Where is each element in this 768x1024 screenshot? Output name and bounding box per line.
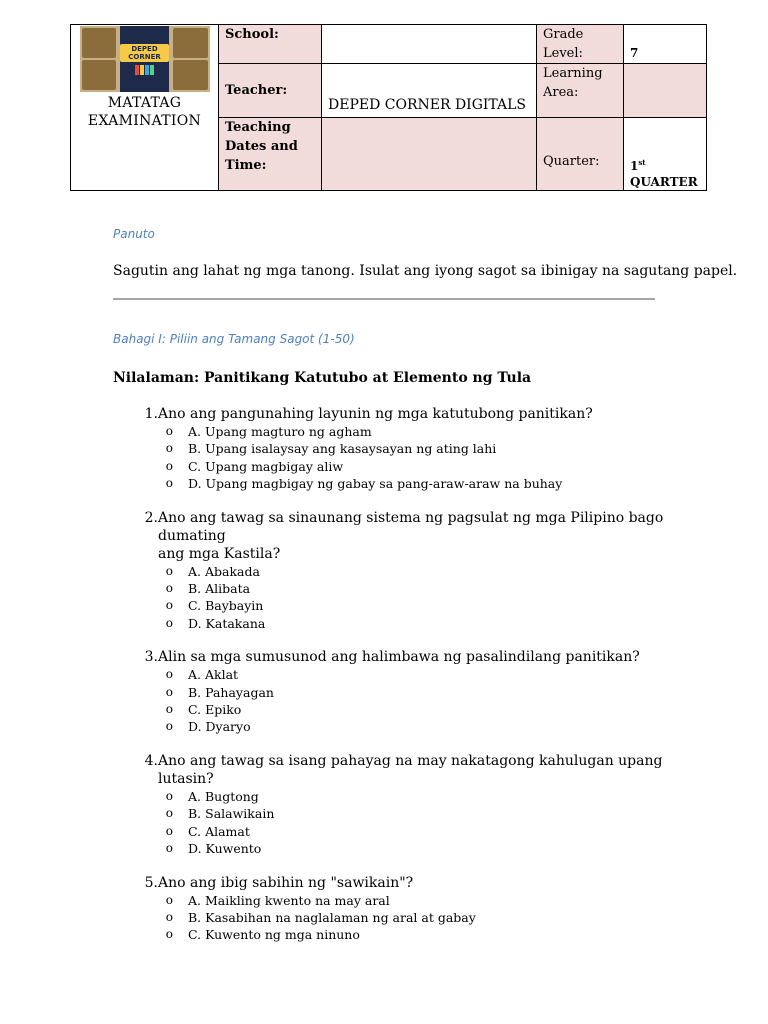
question-number: 4. <box>144 752 158 769</box>
question-text: Ano ang tawag sa isang pahayag na may nakatagong kahulugan upang lutasin? <box>158 752 663 787</box>
instructions-heading: Panuto <box>113 227 155 241</box>
question-item <box>113 405 673 493</box>
grade-level-value: 7 <box>624 25 707 64</box>
bullet-icon: o <box>165 563 173 578</box>
question-text: ang mga Kastila? <box>158 545 281 562</box>
answer-option <box>113 684 673 701</box>
bullet-icon: o <box>165 598 173 613</box>
question-number-cell <box>113 648 158 666</box>
learning-area-label: Learning Area: <box>537 64 624 118</box>
question-item <box>113 509 673 633</box>
quarter-number: 1 <box>630 159 639 173</box>
option-text: B. Kasabihan na naglalaman ng aral at gabay <box>188 909 476 925</box>
question-number: 2. <box>144 509 158 526</box>
bullet-icon: o <box>165 909 173 924</box>
answer-option <box>113 423 673 440</box>
question-item <box>113 648 673 736</box>
question-line <box>113 545 673 563</box>
question-line <box>113 874 673 892</box>
question-item <box>113 874 673 944</box>
bullet-icon: o <box>165 441 173 456</box>
bullet-icon: o <box>165 719 173 734</box>
answer-option <box>113 892 673 909</box>
teaching-dates-label-line-2: Dates and <box>225 139 298 154</box>
answer-option <box>113 458 673 475</box>
bullet-icon: o <box>165 823 173 838</box>
option-text: A. Aklat <box>188 667 239 683</box>
answer-option <box>113 909 673 926</box>
answer-option <box>113 788 673 805</box>
question-line <box>113 509 673 545</box>
option-text: D. Kuwento <box>188 841 262 857</box>
logo-title <box>71 94 218 130</box>
bullet-icon: o <box>165 476 173 491</box>
bullet-icon: o <box>165 927 173 942</box>
instructions-text: Sagutin ang lahat ng mga tanong. Isulat ang iyong sagot sa ibinigay na sagutang papel. <box>113 263 738 279</box>
answer-option <box>113 580 673 597</box>
quarter-ordinal: st <box>638 158 646 167</box>
question-number: 5. <box>144 874 158 891</box>
answer-option <box>113 475 673 492</box>
answer-option <box>113 805 673 822</box>
teaching-dates-value <box>322 118 537 191</box>
bullet-icon: o <box>165 424 173 438</box>
question-number: 3. <box>144 649 158 666</box>
question-text: Alin sa mga sumusunod ang halimbawa ng pasalindilang panitikan? <box>158 649 640 666</box>
question-text: Ano ang ibig sabihin ng "sawikain"? <box>158 874 414 891</box>
answer-option <box>113 718 673 735</box>
question-text: Ano ang pangunahing layunin ng mga katutubong panitikan? <box>158 406 593 422</box>
grade-level-label: Grade Level: <box>537 25 624 64</box>
logo-title-line-1: MATATAG <box>107 95 182 111</box>
option-text: B. Alibata <box>188 581 251 597</box>
teaching-dates-label-line-3: Time: <box>225 158 267 173</box>
option-text: C. Baybayin <box>188 598 264 614</box>
bullet-icon: o <box>165 581 173 596</box>
teacher-value: DEPED CORNER DIGITALS <box>322 64 537 118</box>
header-table <box>70 24 707 191</box>
school-label: School: <box>219 25 322 64</box>
section-heading: Bahagi I: Piliin ang Tamang Sagot (1-50) <box>113 332 355 346</box>
logo-badge: DEPED CORNER <box>120 44 169 62</box>
bullet-icon: o <box>165 702 173 717</box>
teaching-dates-label <box>219 118 322 191</box>
question-number-cell <box>113 509 158 545</box>
school-value <box>322 25 537 64</box>
option-text: D. Dyaryo <box>188 719 251 735</box>
deped-corner-logo <box>80 26 210 92</box>
question-list <box>113 405 673 960</box>
option-text: A. Upang magturo ng agham <box>188 424 372 439</box>
question-line <box>113 648 673 666</box>
quarter-value <box>624 118 707 191</box>
option-text: C. Epiko <box>188 702 242 718</box>
option-text: D. Upang magbigay ng gabay sa pang-araw-araw na buhay <box>188 476 563 492</box>
option-text: C. Upang magbigay aliw <box>188 458 344 474</box>
bullet-icon: o <box>165 788 173 803</box>
answer-option <box>113 440 673 457</box>
option-text: B. Pahayagan <box>188 684 274 700</box>
question-number-cell <box>113 405 158 423</box>
option-text: A. Abakada <box>188 563 260 579</box>
option-text: B. Upang isalaysay ang kasaysayan ng ating lahi <box>188 441 497 457</box>
question-number: 1. <box>144 406 158 422</box>
teaching-dates-label-line-1: Teaching <box>225 120 291 135</box>
quarter-text: QUARTER <box>630 175 698 189</box>
quarter-label: Quarter: <box>537 118 624 191</box>
option-text: A. Bugtong <box>188 788 259 804</box>
question-item <box>113 752 673 858</box>
bullet-icon: o <box>165 684 173 699</box>
option-text: A. Maikling kwento na may aral <box>188 892 390 908</box>
option-text: C. Alamat <box>188 823 250 839</box>
option-text: C. Kuwento ng mga ninuno <box>188 927 360 943</box>
question-text: Ano ang tawag sa sinaunang sistema ng pagsulat ng mga Pilipino bago dumating <box>158 509 664 544</box>
learning-area-value <box>624 64 707 118</box>
question-line <box>113 405 673 423</box>
question-number-cell <box>113 545 158 563</box>
question-line <box>113 752 673 788</box>
question-number-cell <box>113 752 158 788</box>
answer-option <box>113 823 673 840</box>
bullet-icon: o <box>165 841 173 856</box>
answer-option <box>113 615 673 632</box>
horizontal-divider <box>113 298 655 300</box>
content-title: Nilalaman: Panitikang Katutubo at Elemento ng Tula <box>113 370 532 386</box>
logo-cell <box>71 25 219 191</box>
answer-option <box>113 666 673 683</box>
question-number-cell <box>113 874 158 892</box>
option-text: B. Salawikain <box>188 806 275 822</box>
bullet-icon: o <box>165 892 173 907</box>
answer-option <box>113 926 673 943</box>
bullet-icon: o <box>165 806 173 821</box>
answer-option <box>113 563 673 580</box>
answer-option <box>113 597 673 614</box>
answer-option <box>113 840 673 857</box>
answer-option <box>113 701 673 718</box>
bullet-icon: o <box>165 458 173 473</box>
bullet-icon: o <box>165 615 173 630</box>
bullet-icon: o <box>165 667 173 682</box>
option-text: D. Katakana <box>188 615 266 631</box>
logo-title-line-2: EXAMINATION <box>87 113 202 129</box>
teacher-label: Teacher: <box>219 64 322 118</box>
